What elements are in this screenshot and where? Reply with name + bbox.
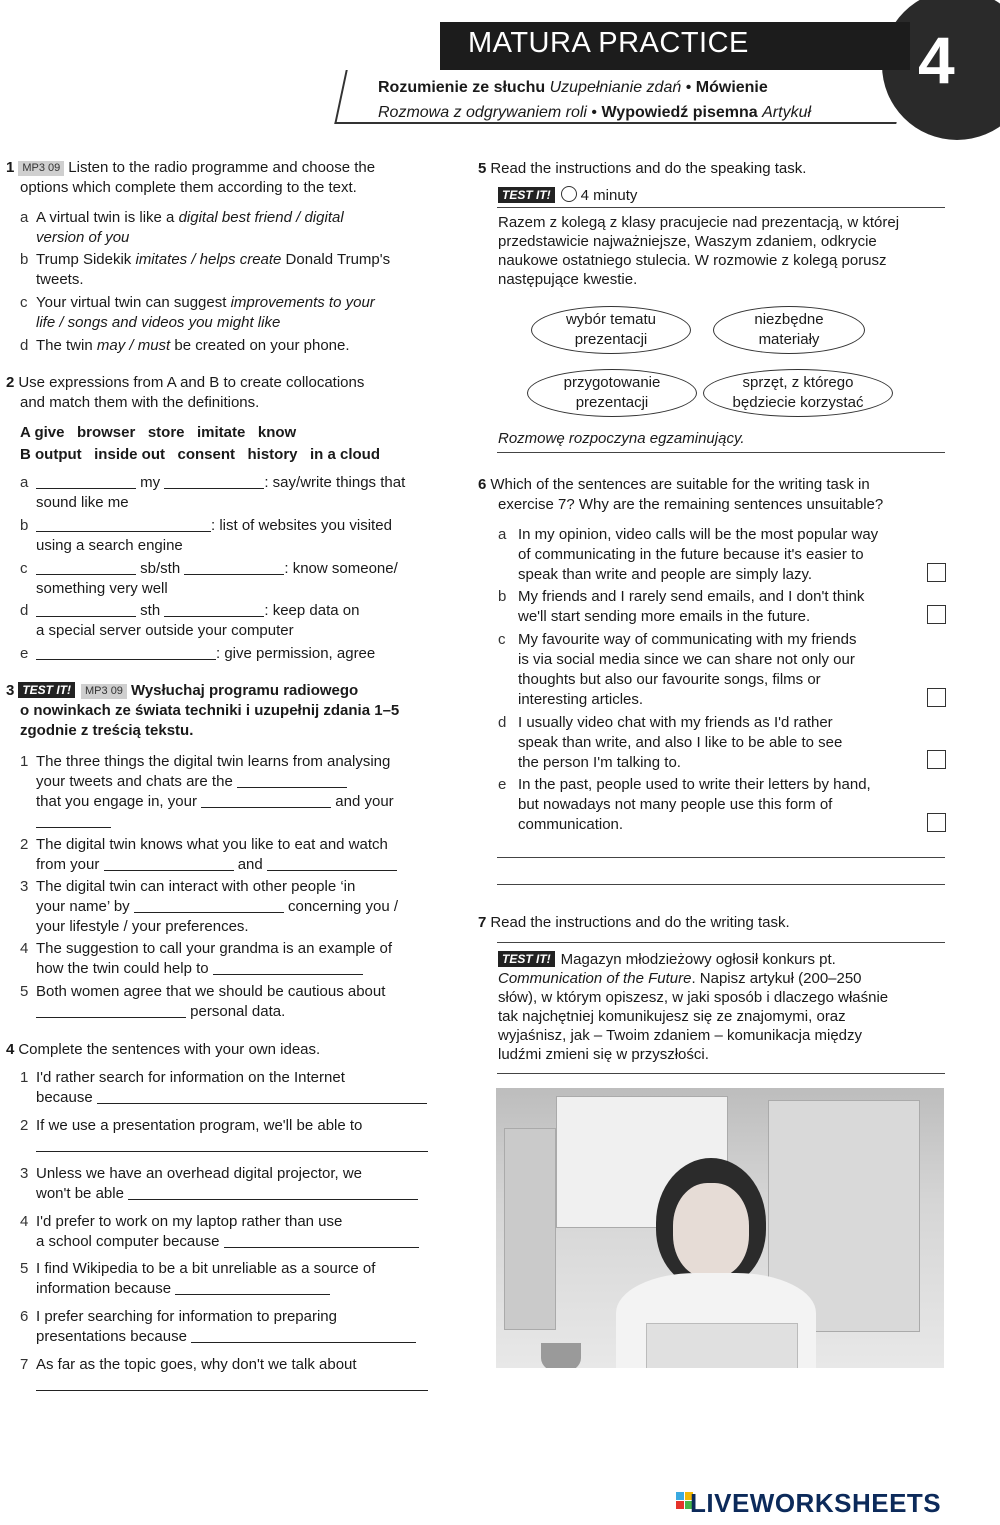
exercise-2-instruction: 2 Use expressions from A and B to create collocations and match them with the definitions. <box>6 374 365 411</box>
test-it-badge: TEST IT! <box>498 187 555 203</box>
exercise-2-item-c: c sb/sth : know someone/ something very well <box>20 560 398 597</box>
exercise-6-item-c: c My favourite way of communicating with my friends is via social media since we can share not only our thoughts but also our favourite songs, films or interesting articles. <box>498 631 857 708</box>
answer-blank[interactable] <box>104 856 234 871</box>
checkbox-b[interactable] <box>927 605 946 624</box>
audio-track-tag: MP3 09 <box>81 684 127 699</box>
exercise-4-item-5: 5 I find Wikipedia to be a bit unreliable as a source of information because <box>20 1260 376 1297</box>
prompt-oval-topic: wybór tematu prezentacji <box>531 306 691 354</box>
answer-blank[interactable] <box>36 813 111 828</box>
exercise-3-item-5: 5 Both women agree that we should be cautious about personal data. <box>20 983 386 1020</box>
prompt-oval-preparation: przygotowanie prezentacji <box>527 369 697 417</box>
exercise-4-item-7: 7 As far as the topic goes, why don't we talk about <box>20 1355 440 1395</box>
checkbox-e[interactable] <box>927 813 946 832</box>
writing-task-text: TEST IT! Magazyn młodzieżowy ogłosił konkurs pt. Communication of the Future. Napisz artykuł (200–250 słów), w którym opiszesz, w jaki sposób i dlaczego właśnie tak najchętniej komunikujesz się ze znajomymi, oraz wyjaśnisz, jak – Twoim zdaniem – komunikacja między ludźmi zmieni się w przyszłości. <box>498 951 889 1063</box>
answer-line[interactable] <box>497 857 945 858</box>
exercise-2-item-d: d sth : keep data on a special server outside your computer <box>20 602 360 639</box>
bookshelf-shape <box>504 1128 556 1330</box>
cup-shape <box>541 1343 581 1368</box>
exercise-6-instruction: 6 Which of the sentences are suitable for the writing task in exercise 7? Why are the remaining sentences unsuitable? <box>478 476 884 513</box>
photo-girl-video-call <box>496 1088 944 1368</box>
liveworksheets-logo: LIVEWORKSHEETS <box>690 1488 942 1518</box>
exercise-6-item-e: e In the past, people used to write their letters by hand, but nowadays not many people use this form of communication. <box>498 776 871 833</box>
checkbox-a[interactable] <box>927 563 946 582</box>
exercise-3-instruction: 3 TEST IT! MP3 09 Wysłuchaj programu radiowego o nowinkach ze świata techniki i uzupełnij zdania 1–5 zgodnie z treścią tekstu. <box>6 682 400 739</box>
header-skills-line-1: Rozumienie ze słuchu Uzupełnianie zdań • Mówienie <box>378 79 768 96</box>
answer-blank[interactable] <box>164 602 264 617</box>
divider <box>497 942 945 943</box>
exercise-5-test-line: TEST IT! 4 minuty <box>498 186 948 206</box>
divider <box>497 1073 945 1074</box>
exercise-1-item-c: c Your virtual twin can suggest improvements to your life / songs and videos you might like <box>20 294 375 331</box>
divider <box>497 452 945 453</box>
exercise-1-item-a: a A virtual twin is like a digital best friend / digital version of you <box>20 209 344 246</box>
answer-blank[interactable] <box>128 1185 418 1200</box>
word-box-a: A give browser store imitate know <box>20 424 297 441</box>
logo-square <box>676 1501 684 1509</box>
answer-blank[interactable] <box>191 1328 416 1343</box>
answer-blank[interactable] <box>134 898 284 913</box>
speaking-task-note: Rozmowę rozpoczyna egzaminujący. <box>498 430 745 447</box>
answer-blank[interactable] <box>36 1003 186 1018</box>
header-skills-line-2: Rozmowa z odgrywaniem roli • Wypowiedź pisemna Artykuł <box>378 104 812 121</box>
answer-blank[interactable] <box>164 474 264 489</box>
divider <box>497 207 945 208</box>
laptop-shape <box>646 1323 798 1368</box>
exercise-4-item-3: 3 Unless we have an overhead digital projector, we won't be able <box>20 1164 440 1204</box>
answer-blank[interactable] <box>36 474 136 489</box>
exercise-3-item-2: 2 The digital twin knows what you like to eat and watch from your and <box>20 835 440 875</box>
answer-blank[interactable] <box>267 856 397 871</box>
logo-square <box>676 1492 684 1500</box>
exercise-2-item-a: a my : say/write things that sound like me <box>20 474 406 511</box>
exercise-4-item-4: 4 I'd prefer to work on my laptop rather than use a school computer because <box>20 1212 440 1252</box>
exercise-2-item-e: e : give permission, agree <box>20 645 376 662</box>
answer-blank[interactable] <box>237 773 347 788</box>
answer-blank[interactable] <box>36 602 136 617</box>
answer-blank[interactable] <box>184 560 284 575</box>
checkbox-c[interactable] <box>927 688 946 707</box>
answer-blank[interactable] <box>213 960 363 975</box>
word-box-b: B output inside out consent history in a cloud <box>20 446 381 463</box>
exercise-3-item-1: 1 The three things the digital twin learns from analysing your tweets and chats are the that you engage in, your and your <box>20 752 440 832</box>
exercise-1-instruction: 1 MP3 09 Listen to the radio programme and choose the options which complete them according to the text. <box>6 159 376 196</box>
exercise-5-instruction: 5 Read the instructions and do the speaking task. <box>478 160 807 177</box>
answer-blank[interactable] <box>224 1233 419 1248</box>
page-title: MATURA PRACTICE <box>468 27 749 59</box>
exercise-1-item-b: b Trump Sidekik imitates / helps create Donald Trump's tweets. <box>20 251 391 288</box>
test-it-badge: TEST IT! <box>18 682 75 698</box>
exercise-6-item-b: b My friends and I rarely send emails, and I don't think we'll start sending more emails in the future. <box>498 588 865 625</box>
exercise-7-instruction: 7 Read the instructions and do the writing task. <box>478 914 790 931</box>
person-face-shape <box>673 1183 749 1278</box>
prompt-oval-materials: niezbędne materiały <box>713 306 865 354</box>
exercise-4-item-6: 6 I prefer searching for information to preparing presentations because <box>20 1307 440 1347</box>
exercise-6-item-d: d I usually video chat with my friends as I'd rather speak than write, and also I like to be able to see the person I'm talking to. <box>498 714 843 771</box>
exercise-4-item-1: 1 I'd rather search for information on the Internet because <box>20 1068 440 1108</box>
answer-blank[interactable] <box>201 793 331 808</box>
test-it-badge: TEST IT! <box>498 951 555 967</box>
exercise-6-item-a: a In my opinion, video calls will be the most popular way of communicating in the future because it's easier to speak than write and people are simply lazy. <box>498 526 879 583</box>
answer-blank[interactable] <box>36 645 216 660</box>
answer-blank[interactable] <box>36 517 211 532</box>
answer-blank[interactable] <box>36 1137 428 1152</box>
answer-blank[interactable] <box>36 1376 428 1391</box>
exercise-2-item-b: b : list of websites you visited using a search engine <box>20 517 392 554</box>
exercise-3-item-4: 4 The suggestion to call your grandma is an example of how the twin could help to <box>20 940 393 977</box>
answer-blank[interactable] <box>36 560 136 575</box>
speaking-task-text: Razem z kolegą z klasy pracujecie nad prezentacją, w której przedstawicie najważniejsze, Waszym zdaniem, odkrycie naukowe ostatniego stulecia. W rozmowie z kolegą porusz następujące kwestie. <box>498 214 900 288</box>
audio-track-tag: MP3 09 <box>18 161 64 176</box>
answer-blank[interactable] <box>97 1089 427 1104</box>
exercise-4-instruction: 4 Complete the sentences with your own ideas. <box>6 1041 321 1058</box>
unit-number: 4 <box>918 23 955 97</box>
exercise-3-item-3: 3 The digital twin can interact with other people ‘in your name’ by concerning you / your lifestyle / your preferences. <box>20 878 399 935</box>
clock-icon <box>561 186 577 202</box>
answer-line[interactable] <box>497 884 945 885</box>
prompt-oval-equipment: sprzęt, z którego będziecie korzystać <box>703 369 893 417</box>
answer-blank[interactable] <box>175 1280 330 1295</box>
exercise-4-item-2: 2 If we use a presentation program, we'll be able to <box>20 1116 440 1156</box>
exercise-1-item-d: d The twin may / must be created on your phone. <box>20 337 350 354</box>
checkbox-d[interactable] <box>927 750 946 769</box>
